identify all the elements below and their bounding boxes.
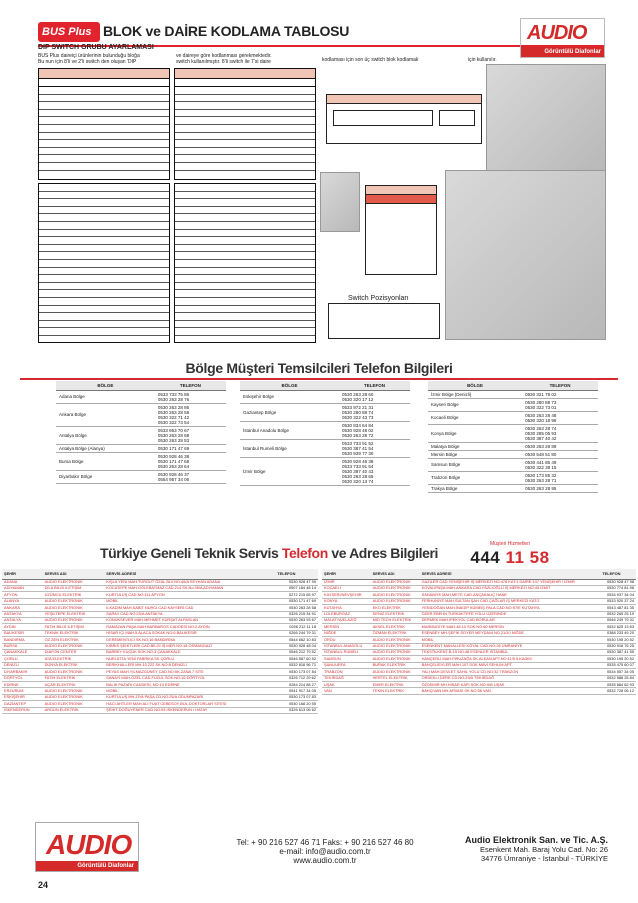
region-row bbox=[56, 444, 226, 452]
service-address: MOBİL bbox=[104, 598, 275, 604]
service-city: BURSA bbox=[2, 643, 43, 649]
service-phone: 0532 625 13 63 bbox=[600, 624, 636, 630]
service-address: BALIK PAZARI CADDESİ, NO:10 EDİRNE bbox=[104, 682, 275, 688]
service-address: MOBİL bbox=[420, 637, 601, 643]
region-name: Adana Bölge bbox=[56, 390, 155, 403]
service-phone: 0530 173 07 83 bbox=[275, 694, 318, 700]
service-city: ÇANAKKALE bbox=[2, 649, 43, 655]
service-name: FATİH ELEKTRİK bbox=[43, 675, 105, 681]
service-name: AUDIO ELEKTRONİK bbox=[43, 701, 105, 707]
footer-audio-logo: AUDIO Görüntülü Diafonlar bbox=[35, 822, 139, 872]
region-name: Antalya Bölge (Alanya) bbox=[56, 444, 155, 452]
service-city: DENİZLİ bbox=[2, 662, 43, 668]
region-row bbox=[240, 390, 410, 403]
service-city: UŞAK bbox=[322, 682, 371, 688]
service-name: TEKNİK ELEKTRİK bbox=[43, 630, 105, 636]
service-address: ÖZER EBEHN TURKAKTEFE YOLU ÜZERİNDE bbox=[420, 611, 601, 617]
service-phone: 0388 233 49 20 bbox=[600, 630, 636, 636]
blok-table bbox=[365, 185, 437, 275]
service-address: SANAYİ MAH.ÖZEL CAD.FUZUL SOK.NO:16 DÖRTYOL bbox=[104, 675, 275, 681]
service-city: İSTANBUL RUMELİ bbox=[322, 649, 371, 655]
service-address: HACI AHTLER MAH.ALİ FUAT CEBESOY BUL.DOKTORLAR SİTESİ bbox=[104, 701, 275, 707]
service-city: AYDIN bbox=[2, 624, 43, 630]
region-name: Kocaeli Bölge bbox=[428, 411, 522, 424]
service-name: AUDIO ELEKTRONİK bbox=[371, 643, 420, 649]
page-title: BLOK ve DAİRE KODLAMA TABLOSU bbox=[103, 23, 350, 39]
service-phone: 0284 214 88 27 bbox=[275, 682, 318, 688]
service-city: NİĞDE bbox=[322, 630, 371, 636]
service-name: AUDIO ELEKTRONİK bbox=[371, 649, 420, 655]
service-phone: 0534 557 34 05 bbox=[600, 669, 636, 675]
service-address: YENİDOĞAN MAH.İNAGİP KÜMEİŞ PALA CAD.NO:97/E KÜTAHYA bbox=[420, 605, 601, 611]
region-name: İzmir Bölge (Denizli) bbox=[428, 390, 522, 398]
region-phone: 0530 263 28 95 bbox=[522, 484, 598, 492]
service-address: SAHABİYE MAH.METE CAD.ANÇAKALIÇ HANE bbox=[420, 592, 601, 598]
service-phone: 0507 184 48 14 bbox=[275, 585, 318, 591]
region-name: İstanbul Anadolu Bölge bbox=[240, 421, 339, 439]
region-name: Antalya Bölge bbox=[56, 426, 155, 444]
service-name: AUDIO ELEKTRONİK bbox=[371, 656, 420, 662]
service-city: ADIYAMAN bbox=[2, 585, 43, 591]
service-phone: 0530 168 20 55 bbox=[275, 701, 318, 707]
service-phone: 0530 263 93 67 bbox=[275, 617, 318, 623]
switch-position-label: Switch Pozisyonları bbox=[348, 295, 409, 302]
service-city: KOCAELİ bbox=[322, 585, 371, 591]
service-city: GAZİANTEP bbox=[2, 701, 43, 707]
region-name: İstanbul Rumeli Bölge bbox=[240, 439, 339, 457]
service-address: BAHÇELİEVLER MAH.107.SOK.MAVİ SEHLİM APT. bbox=[420, 662, 601, 668]
region-row bbox=[428, 450, 598, 458]
service-phone: 0530 928 47 99 bbox=[275, 579, 318, 585]
service-city: EDİRNE bbox=[2, 682, 43, 688]
service-name: YEŞİLTEPE ELEKTRİK bbox=[43, 611, 105, 617]
service-address: ORDEKLİ DERE CD.NO:29/A TEKİRDAĞ bbox=[420, 675, 601, 681]
service-name: AUDIO ELEKTRONİK bbox=[371, 592, 420, 598]
region-phone: 0530 171 47 69 bbox=[155, 444, 226, 452]
service-address: KOVALIPAŞA MAH.ANKARA CAD.FAZLIOĞLU İŞ MERKEZİ NO:45 İZMİT bbox=[420, 585, 601, 591]
service-phone: 0533 920 37 24 bbox=[600, 598, 636, 604]
service-city: ADANA bbox=[2, 579, 43, 585]
region-name: Ankara Bölge bbox=[56, 403, 155, 426]
service-phone: 0530 263 28 58 bbox=[275, 605, 318, 611]
service-city: BALIKESİR bbox=[2, 630, 43, 636]
product-photo-2 bbox=[445, 170, 606, 340]
region-phone: 0533 733 91 52 0530 387 41 54 0530 939 77 30 bbox=[339, 439, 410, 457]
regional-table-3: BÖLGE TELEFON İzmir Bölge (Denizli) 0530 321 78 02 Kayseri Bölge 0530 280 88 73 0530 322 73 01 Kocaeli Bölge 0530 263 28 48 0530 320 18 96 Konya Bölge 0530 263 28 74 0530 285 05 93 0530 387 40 42 Malatya Bölge 0530 263 28 89 Mersin Bölge 0530 548 51 80 Samsun Bölge 0530 441 86 49 0530 322 38 15 Trabzon Bölge 0530 173 85 32 0530 263 28 71 Trakya Bölge 0530 263 28 95 bbox=[428, 381, 598, 493]
service-phone: 0532 265 25 19 bbox=[600, 611, 636, 617]
service-phone: 0532 588 25 84 bbox=[600, 675, 636, 681]
region-name: Konya Bölge bbox=[428, 424, 522, 442]
desc-line: için kullanılır. bbox=[468, 57, 497, 63]
service-phone: 0530 387 41 55 bbox=[600, 649, 636, 655]
footer-email: e-mail: info@audio.com.tr bbox=[279, 847, 371, 856]
service-city: DÖRTYOL bbox=[2, 675, 43, 681]
service-address: KIŞLA YENİ MAH.TURGUT ÖZAL BLV.NO:46/A SEYHAN ADANA bbox=[104, 579, 275, 585]
service-name: HERTEL ELEKTRİK bbox=[371, 675, 420, 681]
service-phone: 0326 215 34 91 bbox=[275, 611, 318, 617]
service-city: SAMSUN bbox=[322, 656, 371, 662]
service-address: ÖZDEMİR MH.HİSAR KAPI SOK.NO:9/B UŞAK bbox=[420, 682, 601, 688]
service-row bbox=[2, 707, 318, 713]
service-phone: 0530 774 81 96 bbox=[600, 585, 636, 591]
switch-position-diagram bbox=[328, 303, 440, 339]
service-phone: 0544 662 10 83 bbox=[275, 637, 318, 643]
service-name: AUDIO ELEKTRONİK bbox=[43, 643, 105, 649]
service-table-right: ŞEHİR SERVİS ADI SERVİS ADRESİ TELEFON İZMİR AUDIO ELEKTRONİK GAZİLER CAD.YENİŞEHİR İŞ MERKEZİ NO:478 KAT:1 DAİRE:107 YENİŞEHİR / İZMİR 0530 928 47 98 KOCAELİ AUDIO ELEKTRONİK KOVALIPAŞA MAH.ANKARA CAD.FAZLIOĞLU İŞ MERKEZİ NO:45 İZMİT 0530 774 81 96 KAYSERİ/NEVŞEHİR AUDIO ELEKTRONİK SAHABİYE MAH.METE CAD.ANÇAKALIÇ HANE 0534 937 34 04 KONYA AUDIO ELEKTRONİK FERHUNİYE MAH.SULTAN ŞAH CAD.ÇAĞLAR İŞ MERKEZİ KAT:2 0533 920 37 24 KÜTAHYA EKO ELEKTRİK YENİDOĞAN MAH.İNAGİP KÜMEİŞ PALA CAD.NO:97/E KÜTAHYA 0543 487 81 35 LÜLEBURGAZ DENİZ ELEKTRİK ÖZER EBEHN TURKAKTEFE YOLU ÜZERİNDE 0532 265 25 19 MALATYA/ELAZIĞ MID TECH ELEKTRİK DERMEK MAH.İPEKYOL CAD.BORULAR 0546 249 79 31 MERSİN AKSEL ELEKTRİK MAHMUDİYE MAH.48.10 SOK.NO:60 MERSİN 0532 625 13 63 NİĞDE ÖZMAN ELEKTRİK ESENBEY MH.ŞEFİK SOYER MEYDANI NO.21/10 NİĞDE 0388 233 49 20 ORDU AUDIO ELEKTRONİK MOBİL 0530 195 20 52 İSTANBUL ANADOLU AUDIO ELEKTRONİK ESENKENT MAHALLESİ KÖYAL CAD.NO:26 ÜMRANİYE 0530 918 76 25 İSTANBUL RUMELİ AUDIO ELEKTRONİK TEKSTİLKENT B-15 NO:48 ESENLER İSTANBUL 0530 387 41 55 SAMSUN AUDIO ELEKTRONİK HANÇERLİ MAH.FİRUZAĞA SK.ALKAN APT.NO:11/5 İLKADIM 0530 195 20 52 ŞANLIURFA BURAK ELEKTRİK BAHÇELİEVLER MAH.107.SOK.MAVİ SEHLİM APT. 0535 475 60 07 TRABZON AUDIO ELEKTRONİK YALI MAH.DEVLET SAHİL YOLU CD.NO:32 TRABZON 0534 557 34 05 TEKİRDAĞ HERTEL ELEKTRİK ORDEKLİ DERE CD.NO:29/A TEKİRDAĞ 0532 588 25 84 UŞAK EMER ELEKTRİK ÖZDEMİR MH.HİSAR KAPI SOK.NO:9/B UŞAK 0535 684 62 93 VAN TEKIN ELEKTRİK BAHÇIVAN MH.ARVASI SK.NO:56 VAN 0532 728 06 12 bbox=[322, 569, 636, 695]
page-number: 24 bbox=[38, 880, 49, 890]
service-name: DENİZ ELEKTRİK bbox=[371, 611, 420, 617]
service-name: AUDIO ELEKTRONİK bbox=[43, 688, 105, 694]
service-title: Türkiye Geneli Teknik Servis Telefon ve Adres Bilgileri bbox=[100, 545, 439, 561]
service-name: UÇAR ELEKTRİK bbox=[43, 682, 105, 688]
region-name: Gaziantep Bölge bbox=[240, 403, 339, 421]
service-name: MID TECH ELEKTRİK bbox=[371, 617, 420, 623]
service-city: İZMİR bbox=[322, 579, 371, 585]
code-table-4 bbox=[174, 183, 316, 343]
service-phone: 0534 937 34 04 bbox=[600, 592, 636, 598]
service-city: ALANYA bbox=[2, 598, 43, 604]
region-name: Trakya Bölge bbox=[428, 484, 522, 492]
region-row bbox=[428, 442, 598, 450]
region-name: Trabzon Bölge bbox=[428, 471, 522, 484]
code-table-3 bbox=[38, 183, 170, 343]
service-city: ŞANLIURFA bbox=[322, 662, 371, 668]
region-phone: 0533 733 75 86 0530 263 28 76 bbox=[155, 390, 226, 403]
region-name: Samsun Bölge bbox=[428, 458, 522, 471]
regional-table-2: BÖLGE TELEFON Eskişehir Bölge 0530 263 28 60 0530 320 17 12 Gaziantep Bölge 0533 972 21 31 0530 280 88 74 0530 322 43 73 İstanbul Anadolu Bölge 0530 834 64 84 0530 928 48 02 0530 263 28 72 İstanbul Rumeli Bölge 0533 733 91 52 0530 387 41 54 0530 939 77 30 İzmir Bölge 0530 928 46 38 0533 733 91 54 0530 387 40 43 0530 263 28 65 0530 320 13 74 bbox=[240, 381, 410, 486]
region-row bbox=[428, 411, 598, 424]
footer-contact bbox=[190, 838, 460, 865]
service-name: AUDIO ELEKTRONİK bbox=[371, 637, 420, 643]
region-phone: 0530 321 78 02 bbox=[522, 390, 598, 398]
regional-table-1: BÖLGE TELEFON Adana Bölge 0533 733 75 86 0530 263 28 76 Ankara Bölge 0530 263 28 86 0530 263 28 58 0530 322 71 42 0530 322 73 54 Antalya Bölge 0533 953 70 67 0530 263 28 68 0530 263 28 53 Antalya Bölge (Alanya) 0530 171 47 69 Bursa Bölge 0530 928 46 38 0530 171 47 68 0530 263 28 64 Diyarbakır Bölge 0530 928 46 37 0554 957 34 06 bbox=[56, 381, 226, 484]
service-city: MALATYA/ELAZIĞ bbox=[322, 617, 371, 623]
desc-line: Bu nun için 8’li ve 2’li switch den oluşan ‘DİP bbox=[38, 59, 137, 65]
service-city: ÇORLU bbox=[2, 656, 43, 662]
service-city: ANTAKYA bbox=[2, 611, 43, 617]
service-phone: 0541 917 34 05 bbox=[275, 688, 318, 694]
company-name: Audio Elektronik San. ve Tic. A.Ş. bbox=[464, 835, 608, 845]
service-address: BARBEY KUÇÜK SOK.NO:3 ÇANAKKALE bbox=[104, 649, 275, 655]
region-row bbox=[428, 390, 598, 398]
service-phone: 0546 212 79 52 bbox=[275, 649, 318, 655]
region-row bbox=[56, 403, 226, 426]
service-name: EKO ELEKTRİK bbox=[371, 605, 420, 611]
desc-line: BUS Plus daireiçi ürünlerinin bulunduğu bloğa bbox=[38, 53, 140, 59]
service-city: İSKENDERUN bbox=[2, 707, 43, 713]
service-name: ATA ELEKTRİK bbox=[43, 656, 105, 662]
service-phone: 0256 212 11 18 bbox=[275, 624, 318, 630]
service-phone: 0530 195 20 52 bbox=[600, 656, 636, 662]
service-address: TEKSTİLKENT B-15 NO:48 ESENLER İSTANBUL bbox=[420, 649, 601, 655]
service-address: BERIKHALLERİ MH.10.222 SK.NO:8 DENİZLİ bbox=[104, 662, 275, 668]
code-table-2 bbox=[174, 68, 316, 180]
busplus-logo: BUS Plus bbox=[38, 22, 100, 42]
region-phone: 0533 972 21 31 0530 280 88 74 0530 322 43 73 bbox=[339, 403, 410, 421]
service-phone: 0272 215 65 97 bbox=[275, 592, 318, 598]
service-address: RAMAZAN PAŞA MAH.BARBAROS CADDESİ NO:2 AYDIN bbox=[104, 624, 275, 630]
service-city: İSTANBUL ANADOLU bbox=[322, 643, 371, 649]
product-photo-3 bbox=[320, 172, 360, 232]
service-address: DERMEK MAH.İPEKYOL CAD.BORULAR bbox=[420, 617, 601, 623]
customer-hotline-badge bbox=[453, 541, 567, 568]
region-phone: 0530 263 28 86 0530 263 28 58 0530 322 71 42 0530 322 73 54 bbox=[155, 403, 226, 426]
service-address: GAZİLER CAD.YENİŞEHİR İŞ MERKEZİ NO:478 KAT:1 DAİRE:107 YENİŞEHİR / İZMİR bbox=[420, 579, 601, 585]
service-address: YALI MAH.DEVLET SAHİL YOLU CD.NO:32 TRABZON bbox=[420, 669, 601, 675]
service-phone: 0266 244 79 31 bbox=[275, 630, 318, 636]
service-table-left: ŞEHİR SERVİS ADI SERVİS ADRESİ TELEFON ADANA AUDIO ELEKTRONİK KIŞLA YENİ MAH.TURGUT ÖZAL BLV.NO:46/A SEYHAN ADANA 0530 928 47 99 ADIYAMAN DİLA BİLGİ İLETİŞİM KOCATEPE MAH.GÖLEBATMAZ CAD.214 SK.No:35/A ADIYAMAN 0507 184 48 14 AFYON ÜZÜMCÜ ELEKTRİK KURTULUŞ CAD.NO:111 AFYON 0272 215 65 97 ALANYA AUDIO ELEKTRONİK MOBİL 0530 171 47 69 ANKARA AUDIO ELEKTRONİK İLKADIM MAH.SABİT NURCİ.CAD.KAYSERİ CAD 0530 263 28 58 ANTAKYA YEŞİLTEPE ELEKTRİK SARAY CAD.NO:25/A ANTAKYA 0326 215 34 91 ANTALYA AUDIO ELEKTRONİK KONUKSEVER MAH.MEHMET KÜRŞAT ALPASLAN 0530 263 93 67 AYDIN FATİH BİLGİ İLETİŞİM RAMAZAN PAŞA MAH.BARBAROS CADDESİ NO:2 AYDIN 0256 212 11 18 BALIKESİR TEKNİK ELEKTRİK HİSAR İÇİ MAH.5.ALACA SOKAK NO:6 BALIKESİR 0266 244 79 31 BANDIRMA ÖZ ZEN ELEKTRİK DEREMENTUCİ SK.NO:16 BANDIRMA 0544 662 10 83 BURSA AUDIO ELEKTRONİK KIBRIS ŞEHİTLERİ CAD.BİLGİ İŞ MER.NO:18 OSMANGAZİ 0530 928 48 04 ÇANAKKALE DİAFON CENTER BARBEY KUÇÜK SOK.NO:3 ÇANAKKALE 0546 212 79 52 ÇORLU ATA ELEKTRİK NURİ ATTA YENİ FABRİKA SK.ÇORLU 0546 587 60 52 DENİZLİ DÜNYA ELEKTRİK BERIKHALLERİ MH.10.222 SK.NO:8 DENİZLİ 0532 816 96 71 DİYARBAKIR AUDIO ELEKTRONİK PEYAS MAH.YILMAZGÜNEY CAD.NO:5K.ZANA 7 SİTE 0530 173 07 84 DÖRTYOL FATİH ELEKTRİK SANAYİ MAH.ÖZEL CAD.FUZUL SOK.NO:16 DÖRTYOL 0326 712 29 62 EDİRNE UÇAR ELEKTRİK BALIK PAZARI CADDESİ, NO:10 EDİRNE 0284 214 88 27 ERZURUM AUDIO ELEKTRONİK MOBİL 0541 917 34 05 ESKİŞEHİR AUDIO ELEKTRONİK KURTULUŞ MH.ZİYA PAŞA CD.NO:25/A ODUNPAZARI 0530 173 07 83 GAZİANTEP AUDIO ELEKTRONİK HACI AHTLER MAH.ALİ FUAT CEBESOY BUL.DOKTORLAR SİTESİ 0530 168 20 55 İSKENDERUN ARGÜN ELEKTRİK ŞEHİT DOĞUYENER CAD.NO:53 İSKENDERUN / HATAY 0326 613 06 62 bbox=[2, 569, 318, 714]
footer-tel: Tel: + 90 216 527 46 71 Faks: + 90 216 527 46 80 bbox=[236, 838, 414, 847]
service-phone: 0532 816 96 71 bbox=[275, 662, 318, 668]
service-name: EMER ELEKTRİK bbox=[371, 682, 420, 688]
region-row bbox=[240, 457, 410, 485]
service-phone: 0546 249 79 31 bbox=[600, 617, 636, 623]
region-row bbox=[428, 471, 598, 484]
service-name: AUDIO ELEKTRONİK bbox=[43, 579, 105, 585]
region-phone: 0530 280 88 73 0530 322 73 01 bbox=[522, 398, 598, 411]
service-name: AUDIO ELEKTRONİK bbox=[371, 598, 420, 604]
service-name: BURAK ELEKTRİK bbox=[371, 662, 420, 668]
region-name: Malatya Bölge bbox=[428, 442, 522, 450]
address-line: 34776 Ümraniye - İstanbul - TÜRKİYE bbox=[481, 854, 608, 863]
region-row bbox=[428, 458, 598, 471]
hotline-number: 444 11 58 bbox=[470, 548, 550, 567]
regional-title: Bölge Müşteri Temsilcileri Telefon Bilgileri bbox=[185, 360, 453, 376]
service-name: FATİH BİLGİ İLETİŞİM bbox=[43, 624, 105, 630]
service-address: PEYAS MAH.YILMAZGÜNEY CAD.NO:5K.ZANA 7 SİTE bbox=[104, 669, 275, 675]
service-name: AUDIO ELEKTRONİK bbox=[371, 585, 420, 591]
service-city: ANKARA bbox=[2, 605, 43, 611]
region-name: Eskişehir Bölge bbox=[240, 390, 339, 403]
code-table-1 bbox=[38, 68, 170, 180]
audio-logo: AUDIO Görüntülü Diafonlar bbox=[520, 18, 605, 58]
region-row bbox=[56, 426, 226, 444]
region-name: İzmir Bölge bbox=[240, 457, 339, 485]
address-line: Esenkent Mah. Baraj Yolu Cad. No: 26 bbox=[480, 845, 608, 854]
service-address: KOCATEPE MAH.GÖLEBATMAZ CAD.214 SK.No:35/A ADIYAMAN bbox=[104, 585, 275, 591]
desc-line: ve daireye göre kodlanması gerekmektedir. bbox=[176, 53, 272, 59]
service-address: KIBRIS ŞEHİTLERİ CAD.BİLGİ İŞ MER.NO:18 OSMANGAZİ bbox=[104, 643, 275, 649]
service-row bbox=[322, 688, 636, 694]
region-name: Diyarbakır Bölge bbox=[56, 470, 155, 483]
region-row bbox=[428, 398, 598, 411]
service-city: ERZURUM bbox=[2, 688, 43, 694]
service-name: AUDIO ELEKTRONİK bbox=[371, 669, 420, 675]
region-row bbox=[56, 470, 226, 483]
service-name: DİLA BİLGİ İLETİŞİM bbox=[43, 585, 105, 591]
service-city: KÜTAHYA bbox=[322, 605, 371, 611]
service-name: ÜZÜMCÜ ELEKTRİK bbox=[43, 592, 105, 598]
service-address: BAHÇIVAN MH.ARVASI SK.NO:56 VAN bbox=[420, 688, 601, 694]
service-city: TRABZON bbox=[322, 669, 371, 675]
region-phone: 0530 548 51 80 bbox=[522, 450, 598, 458]
service-phone: 0530 918 76 25 bbox=[600, 643, 636, 649]
service-name: DİAFON CENTER bbox=[43, 649, 105, 655]
service-name: TEKIN ELEKTRİK bbox=[371, 688, 420, 694]
service-phone: 0530 171 47 69 bbox=[275, 598, 318, 604]
service-city: AFYON bbox=[2, 592, 43, 598]
region-phone: 0533 953 70 67 0530 263 28 68 0530 263 28 53 bbox=[155, 426, 226, 444]
region-phone: 0530 928 46 38 0533 733 91 54 0530 387 40 43 0530 263 28 65 0530 320 13 74 bbox=[339, 457, 410, 485]
desc-line: switch kullanılmıştır. 8’li switch ile 7’si daire bbox=[176, 59, 271, 65]
service-phone: 0326 613 06 62 bbox=[275, 707, 318, 713]
service-phone: 0530 173 07 84 bbox=[275, 669, 318, 675]
service-address: HANÇERLİ MAH.FİRUZAĞA SK.ALKAN APT.NO:11/5 İLKADIM bbox=[420, 656, 601, 662]
service-name: ARGÜN ELEKTRİK bbox=[43, 707, 105, 713]
service-name: AUDIO ELEKTRONİK bbox=[43, 617, 105, 623]
service-address: SARAY CAD.NO:25/A ANTAKYA bbox=[104, 611, 275, 617]
footer-web[interactable]: www.audio.com.tr bbox=[293, 856, 357, 865]
service-address: KONUKSEVER MAH.MEHMET KÜRŞAT ALPASLAN bbox=[104, 617, 275, 623]
service-address: ŞEHİT DOĞUYENER CAD.NO:53 İSKENDERUN / HATAY bbox=[104, 707, 275, 713]
service-phone: 0326 712 29 62 bbox=[275, 675, 318, 681]
region-row bbox=[240, 403, 410, 421]
service-phone: 0530 928 47 98 bbox=[600, 579, 636, 585]
service-address: KURTULUŞ CAD.NO:111 AFYON bbox=[104, 592, 275, 598]
service-address: KURTULUŞ MH.ZİYA PAŞA CD.NO:25/A ODUNPAZARI bbox=[104, 694, 275, 700]
service-address: İLKADIM MAH.SABİT NURCİ.CAD.KAYSERİ CAD bbox=[104, 605, 275, 611]
service-city: ESKİŞEHİR bbox=[2, 694, 43, 700]
service-address: FERHUNİYE MAH.SULTAN ŞAH CAD.ÇAĞLAR İŞ MERKEZİ KAT:2 bbox=[420, 598, 601, 604]
service-name: AUDIO ELEKTRONİK bbox=[43, 669, 105, 675]
region-row bbox=[428, 424, 598, 442]
region-phone: 0530 834 64 84 0530 928 48 02 0530 263 28 72 bbox=[339, 421, 410, 439]
region-phone: 0530 263 28 89 bbox=[522, 442, 598, 450]
region-row bbox=[428, 484, 598, 492]
service-name: AUDIO ELEKTRONİK bbox=[43, 694, 105, 700]
service-city: KONYA bbox=[322, 598, 371, 604]
product-photo-1 bbox=[486, 64, 606, 172]
region-row bbox=[240, 421, 410, 439]
service-city: KAYSERİ/NEVŞEHİR bbox=[322, 592, 371, 598]
service-city: ORDU bbox=[322, 637, 371, 643]
service-address: DEREMENTUCİ SK.NO:16 BANDIRMA bbox=[104, 637, 275, 643]
service-phone: 0535 475 60 07 bbox=[600, 662, 636, 668]
service-phone: 0535 684 62 93 bbox=[600, 682, 636, 688]
region-row bbox=[56, 452, 226, 470]
region-phone: 0530 441 86 49 0530 322 38 15 bbox=[522, 458, 598, 471]
service-city: DİYARBAKIR bbox=[2, 669, 43, 675]
desc-line: kodlaması için son üç switch blok kodlamak bbox=[322, 57, 419, 63]
service-name: AUDIO ELEKTRONİK bbox=[43, 598, 105, 604]
region-phone: 0530 263 28 60 0530 320 17 12 bbox=[339, 390, 410, 403]
section-subtitle: DIP SWITCH GRUBU AYARLAMASI bbox=[38, 44, 154, 51]
service-city: ANTALYA bbox=[2, 617, 43, 623]
service-phone: 0530 195 20 52 bbox=[600, 637, 636, 643]
region-phone: 0530 263 28 74 0530 285 05 93 0530 387 40 42 bbox=[522, 424, 598, 442]
service-address: MOBİL bbox=[104, 688, 275, 694]
service-phone: 0543 487 81 35 bbox=[600, 605, 636, 611]
service-address: NURİ ATTA YENİ FABRİKA SK.ÇORLU bbox=[104, 656, 275, 662]
service-city: VAN bbox=[322, 688, 371, 694]
region-row bbox=[56, 390, 226, 403]
regional-divider bbox=[20, 378, 618, 380]
service-name: ÖZ ZEN ELEKTRİK bbox=[43, 637, 105, 643]
region-row bbox=[240, 439, 410, 457]
region-phone: 0530 928 46 37 0554 957 34 06 bbox=[155, 470, 226, 483]
service-name: ÖZMAN ELEKTRİK bbox=[371, 630, 420, 636]
region-phone: 0530 928 46 38 0530 171 47 68 0530 263 28 64 bbox=[155, 452, 226, 470]
dip-switch-group bbox=[326, 94, 482, 144]
region-name: Kayseri Bölge bbox=[428, 398, 522, 411]
service-phone: 0530 928 48 04 bbox=[275, 643, 318, 649]
service-city: TEKİRDAĞ bbox=[322, 675, 371, 681]
footer-address bbox=[445, 836, 608, 863]
region-phone: 0530 173 85 32 0530 263 28 71 bbox=[522, 471, 598, 484]
service-address: MAHMUDİYE MAH.48.10 SOK.NO:60 MERSİN bbox=[420, 624, 601, 630]
service-city: BANDIRMA bbox=[2, 637, 43, 643]
service-name: AUDIO ELEKTRONİK bbox=[371, 579, 420, 585]
service-address: HİSAR İÇİ MAH.5.ALACA SOKAK NO:6 BALIKESİR bbox=[104, 630, 275, 636]
service-address: ESENBEY MH.ŞEFİK SOYER MEYDANI NO.21/10 NİĞDE bbox=[420, 630, 601, 636]
region-name: Mersin Bölge bbox=[428, 450, 522, 458]
service-name: AKSEL ELEKTRİK bbox=[371, 624, 420, 630]
service-name: AUDIO ELEKTRONİK bbox=[43, 605, 105, 611]
service-name: DÜNYA ELEKTRİK bbox=[43, 662, 105, 668]
service-phone: 0532 728 06 12 bbox=[600, 688, 636, 694]
service-city: MERSİN bbox=[322, 624, 371, 630]
service-phone: 0546 587 60 52 bbox=[275, 656, 318, 662]
service-address: ESENKENT MAHALLESİ KÖYAL CAD.NO:26 ÜMRANİYE bbox=[420, 643, 601, 649]
service-city: LÜLEBURGAZ bbox=[322, 611, 371, 617]
region-name: Bursa Bölge bbox=[56, 452, 155, 470]
hotline-label: Müşteri Hizmetleri bbox=[489, 541, 530, 547]
region-phone: 0530 263 28 48 0530 320 18 96 bbox=[522, 411, 598, 424]
